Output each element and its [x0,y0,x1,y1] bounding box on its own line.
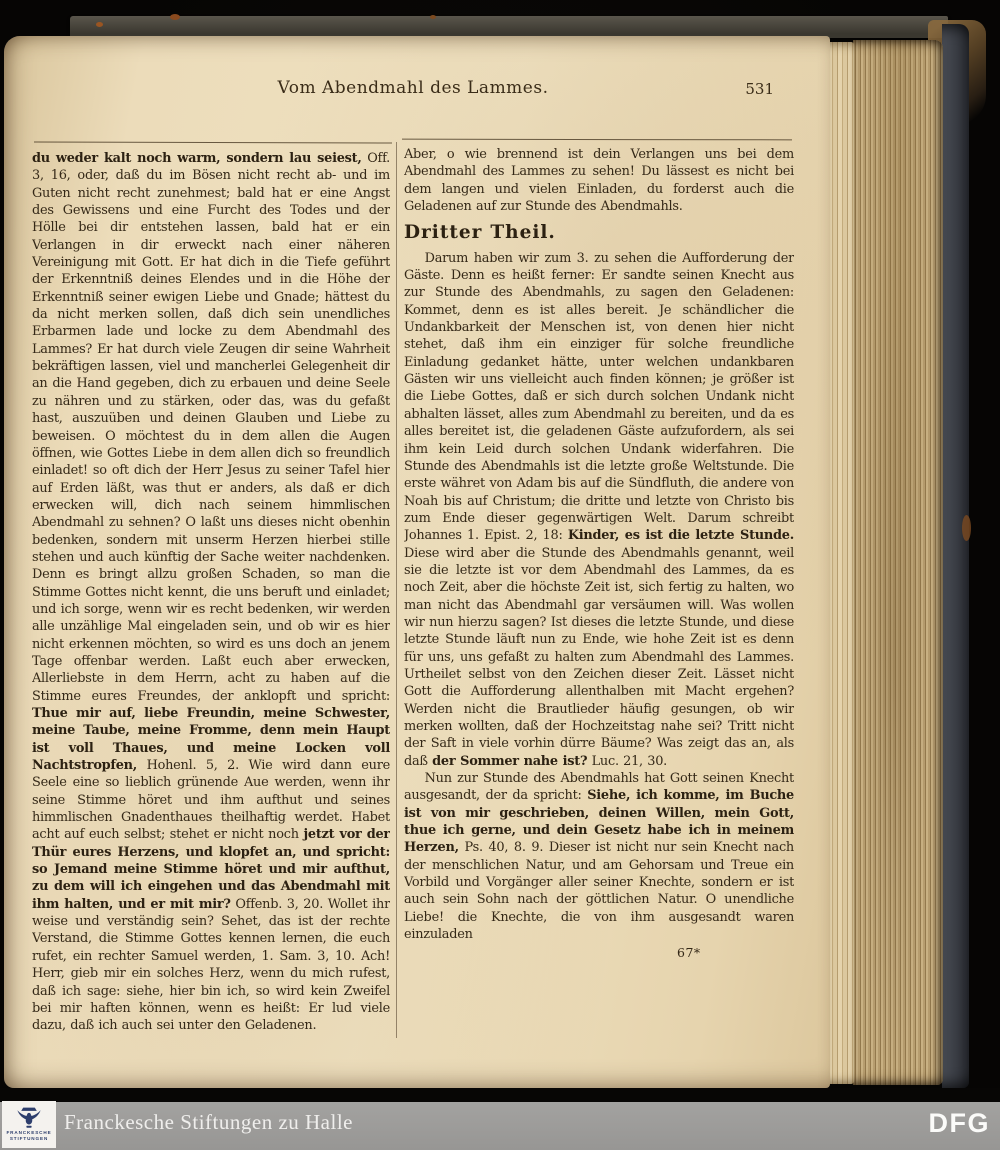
left-text-column: du weder kalt noch warm, sondern lau seiest, Off. 3, 16, oder, daß du im Bösen nicht recht ab- und im Guten nicht recht zunehmest; bald hat er eine Angst des Gewissens und eine Furcht des Todes und der Hölle bei dir entstehen lassen, bald hat er ein Verlangen in dir erweckt nach einer näheren Vereinigung mit Gott. Er hat dich in die Tiefe geführt der Erkenntniß deines Elendes und in die Höhe der Erkenntniß seiner ewigen Liebe und Gnade; hättest du da nicht merken sollen, daß dich sein unendliches Erbarmen lade und locke zu dem Abendmahl des Lammes? Er hat durch viele Zeugen dir seine Wahrheit bekräftigen lassen, viel und mancherlei Gelegenheit dir an die Hand gegeben, dich zu erbauen und deine Seele zu nähren und zu stärken, oder das, was du gefaßt hast, auszuüben und deinen Glauben und Liebe zu beweisen. O möchtest du in dem allen die Augen öffnen, wie Gottes Liebe in dem allen dich so freundlich einladet! so oft dich der Herr Jesus zu seiner Tafel hier auf Erden läßt, was thut er anders, als daß er dich erwecken will, dich nach seinem himmlischen Abendmahl zu sehnen? O laßt uns dieses nicht obenhin bedenken, sondern mit unserm Herzen hierbei stille stehen und auch künftig der Sache weiter nachdenken. Denn es bringt allzu großen Schaden, so man die Stimme Gottes nicht kennt, die uns beruft und einladet; und ich sorge, wenn wir es recht bedenken, wir werden alle unzählige Mal eingeladen sein, und ob wir es hier nicht erkennen möchten, so wird es uns doch an jenem Tage offenbar werden. Laßt euch aber erwecken, Allerliebste in dem Herrn, acht zu haben auf die Stimme eures Freundes, der anklopft und spricht: Thue mir auf, liebe Freundin, meine Schwester, meine Taube, meine Fromme, denn mein Haupt ist voll Thaues, und meine Locken voll Nachtstropfen, Hohenl. 5, 2. Wie wird dann eure Seele eine so lieblich grünende Aue werden, wenn ihr seine Stimme höret und ihm aufthut und seines himmlischen Gnadenthaues theilhaftig werdet. Habet acht auf euch selbst; stehet er nicht noch jetzt vor der Thür eures Herzens, und klopfet an, und spricht: so Jemand meine Stimme höret und mir aufthut, zu dem will ich eingehen und das Abendmahl mit ihm halten, und er mit mir? Offenb. 3, 20. Wollet ihr weise und verständig sein? Sehet, das ist der rechte Verstand, die Stimme Gottes kennen lernen, die euch rufet, ein rechter Samuel werden, 1. Sam. 3, 10. Ach! Herr, gieb mir ein solches Herz, wenn du mich rufest, daß ich sage: siehe, hier bin ich, so wird kein Zweifel bei mir haften können, wenn es heißt: Er lud viele dazu, daß ich auch sei unter den Geladenen. [32,151,390,1034]
logo-text-line1: FRANCKESCHE [6,1130,52,1136]
franckesche-stiftungen-logo [2,1101,56,1148]
header-rule-right [402,139,792,141]
cover-fray-speck [962,515,971,541]
page-stack-fore-edge [853,40,943,1085]
section-heading: Dritter Theil. [404,222,556,244]
right-column-body: Darum haben wir zum 3. zu sehen die Aufforderung der Gäste. Denn es heißt ferner: Er sandte seinen Knecht aus zur Stunde des Abendmahls, zu sagen den Geladenen: Kommet, denn es ist alles bereit. Je schändlicher die Undankbarkeit der Menschen ist, von denen hier nicht stehet, daß ihm ein einziger für solche freundliche Einladung gedanket hätte, unter welchen undankbaren Gästen wir uns vielleicht auch finden können; je größer ist die Liebe Gottes, daß er sich durch solchen Undank nicht abhalten lässet, alles zum Abendmahl zu bereiten, und da es alles bereitet ist, die geladenen Gäste aufzufordern, als sei ihm kein Leid durch solchen Undank widerfahren. Die Stunde des Abendmahls ist die letzte große Weltstunde. Die erste währet von Adam bis auf die Sündfluth, die andere von Noah bis auf Christum; die dritte und letzte von Christo bis zum Ende dieser gegenwärtigen Welt. Darum schreibt Johannes 1. Epist. 2, 18: Kinder, es ist die letzte Stunde. Diese wird aber die Stunde des Abendmahls genannt, weil sie die letzte ist vor dem Abendmahl des Lammes, da es noch Zeit, aber die höchste Zeit ist, sich fertig zu halten, wo man nicht das Abendmahl gar versäumen will. Was wollen wir nun hierzu sagen? Ist dieses die letzte Stunde, und diese letzte Stunde läuft nun zu Ende, wie hohe Zeit ist es denn für uns, uns gefaßt zu halten zum Abendmahl des Lammes. Urtheilet selbst von den Zeichen dieser Zeit. Lässet nicht Gott die Aufforderung allenthalben mit Macht ergehen? Werden nicht die Brautlieder häufig gesungen, ob wir merken wollten, daß der Hochzeitstag nahe sei? Tritt nicht der Saft in viele vorhin dürre Bäume? Was zeigt das an, als daß der Sommer nahe ist? Luc. 21, 30. Nun zur Stunde des Abendmahls hat Gott seinen Knecht ausgesandt, der da spricht: Siehe, ich komme, im Buche ist von mir geschrieben, deinen Willen, mein Gott, thue ich gerne, und dein Gesetz habe ich in meinem Herzen, Ps. 40, 8. 9. Dieser ist nicht nur sein Knecht nach der menschlichen Natur, und am Gehorsam und Treue ein Vorbild und Vorgänger aller seiner Knechte, sondern er ist auch sein Sohn nach der göttlichen Natur. O unendliche Liebe! die Knechte, die von ihm ausgesandt waren einzuladen [404,250,794,943]
underlying-page-edges [828,42,854,1084]
cover-fray-speck [430,15,436,19]
right-column-intro: Aber, o wie brennend ist dein Verlangen uns bei dem Abendmahl des Lammes zu sehen! Du lässest es nicht bei dem langen und vielen Einladen, du forderst auch die Geladenen auf zur Stunde des Abendmahls. [404,147,794,215]
logo-text-line2: STIFTUNGEN [9,1136,49,1141]
book-cover-top-edge [70,16,948,38]
footer-black-strip [0,1088,1000,1102]
header-rule-left [34,142,392,144]
column-divider-rule [396,142,397,1038]
institution-name: Franckesche Stiftungen zu Halle [64,1110,353,1134]
page-number: 531 [745,80,774,98]
cover-fray-speck [96,22,103,27]
book-page [4,36,830,1088]
eagle-icon [16,1107,42,1129]
cover-fray-speck [170,14,180,20]
logo-text [6,1130,51,1141]
running-head [30,76,796,102]
running-title: Vom Abendmahl des Lammes. [277,78,549,98]
right-text-column [404,146,794,1038]
dfg-logo: DFG [928,1108,990,1138]
book-cover-right-edge [942,24,969,1088]
signature-mark: 67* [677,945,701,961]
print-area [30,76,796,1048]
